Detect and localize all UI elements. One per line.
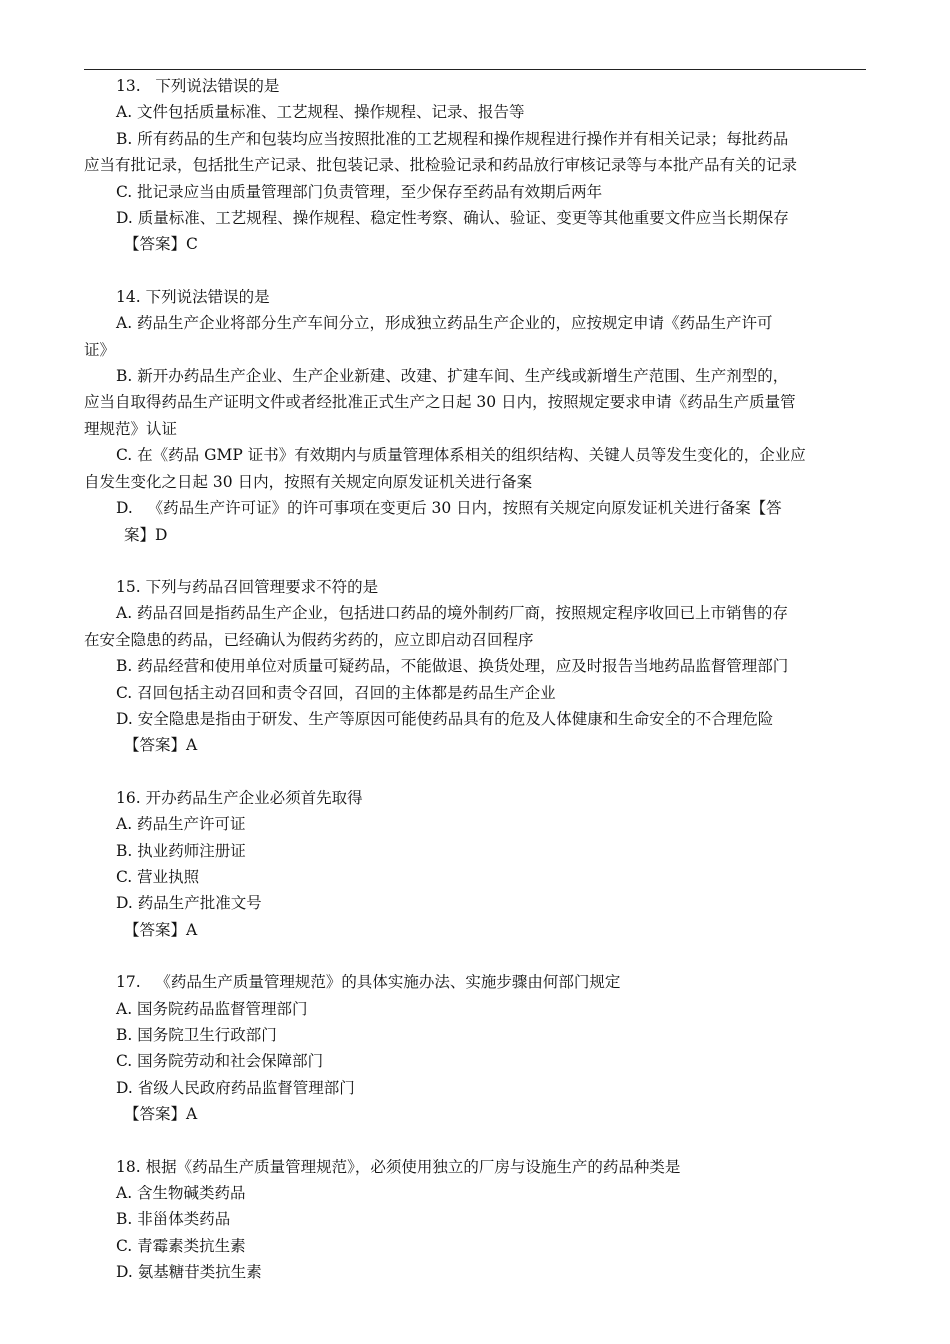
question-13-option-b-line2: 应当有批记录，包括批生产记录、批包装记录、批检验记录和药品放行审核记录等与本批产品有关的记录	[84, 156, 798, 175]
question-16-option-b: B. 执业药师注册证	[116, 841, 246, 860]
question-17-option-b: B. 国务院卫生行政部门	[116, 1026, 277, 1044]
question-15-option-a-line2: 在安全隐患的药品，已经确认为假药劣药的，应立即启动召回程序	[84, 630, 534, 649]
question-15-stem: 15. 下列与药品召回管理要求不符的是	[116, 577, 379, 596]
question-16	[84, 785, 866, 943]
question-13	[84, 73, 866, 258]
question-15-option-c: C. 召回包括主动召回和责令召回，召回的主体都是药品生产企业	[116, 683, 556, 702]
question-13-stem: 13. 下列说法错误的是	[116, 77, 280, 95]
question-13-answer: 【答案】C	[124, 235, 198, 254]
question-14-stem: 14. 下列说法错误的是	[116, 287, 270, 306]
question-18-option-c: C. 青霉素类抗生素	[116, 1236, 246, 1255]
question-14-option-b-line2: 应当自取得药品生产证明文件或者经批准正式生产之日起 30 日内，按照规定要求申请《药品生产质量管	[84, 393, 796, 412]
question-13-option-c: C. 批记录应当由质量管理部门负责管理，至少保存至药品有效期后两年	[116, 182, 603, 201]
question-18-option-b: B. 非甾体类药品	[116, 1210, 231, 1229]
question-17-stem: 17. 《药品生产质量管理规范》的具体实施办法、实施步骤由何部门规定	[116, 973, 621, 992]
question-16-option-c: C. 营业执照	[116, 867, 200, 886]
question-14-option-c-line2: 自发生变化之日起 30 日内，按照有关规定向原发证机关进行备案	[84, 472, 533, 491]
question-17-answer: 【答案】A	[124, 1105, 198, 1124]
question-17-option-d: D. 省级人民政府药品监督管理部门	[116, 1078, 355, 1097]
question-16-stem: 16. 开办药品生产企业必须首先取得	[116, 788, 363, 807]
header-rule	[84, 69, 866, 70]
question-15-answer: 【答案】A	[124, 736, 198, 755]
question-17-option-a: A. 国务院药品监督管理部门	[116, 999, 308, 1018]
question-18-option-a: A. 含生物碱类药品	[116, 1184, 246, 1203]
question-14-option-d-line1: D. 《药品生产许可证》的许可事项在变更后 30 日内，按照有关规定向原发证机关进行备案【答	[116, 499, 782, 518]
question-16-option-d: D. 药品生产批准文号	[116, 894, 262, 913]
question-16-answer: 【答案】A	[124, 920, 198, 939]
question-14-option-d-line2: 案】D	[124, 525, 168, 544]
question-14-option-a-line1: A. 药品生产企业将部分生产车间分立，形成独立药品生产企业的，应按规定申请《药品生产许可	[116, 314, 773, 333]
question-14	[84, 284, 866, 548]
question-15-option-b: B. 药品经营和使用单位对质量可疑药品，不能做退、换货处理，应及时报告当地药品监督管理部门	[116, 657, 789, 676]
question-15	[84, 574, 866, 759]
question-16-option-a: A. 药品生产许可证	[116, 815, 246, 834]
question-13-option-b-line1: B. 所有药品的生产和包装均应当按照批准的工艺规程和操作规程进行操作并有相关记录；每批药品	[116, 129, 789, 148]
question-13-option-d: D. 质量标准、工艺规程、操作规程、稳定性考察、确认、验证、变更等其他重要文件应当长期保存	[116, 209, 789, 228]
question-18-option-d: D. 氨基糖苷类抗生素	[116, 1263, 262, 1282]
question-14-option-c-line1: C. 在《药品 GMP 证书》有效期内与质量管理体系相关的组织结构、关键人员等发生变化的，企业应	[116, 446, 806, 465]
question-14-option-a-line2: 证》	[84, 340, 116, 359]
question-18	[84, 1154, 866, 1286]
question-13-option-a: A. 文件包括质量标准、工艺规程、操作规程、记录、报告等	[116, 103, 525, 122]
document-body	[84, 73, 866, 1286]
question-15-option-d: D. 安全隐患是指由于研发、生产等原因可能使药品具有的危及人体健康和生命安全的不合理危险	[116, 709, 774, 728]
question-17	[84, 969, 866, 1127]
question-18-stem: 18. 根据《药品生产质量管理规范》，必须使用独立的厂房与设施生产的药品种类是	[116, 1157, 681, 1176]
question-14-option-b-line1: B. 新开办药品生产企业、生产企业新建、改建、扩建车间、生产线或新增生产范围、生产剂型的，	[116, 367, 789, 386]
question-17-option-c: C. 国务院劳动和社会保障部门	[116, 1052, 324, 1071]
question-15-option-a-line1: A. 药品召回是指药品生产企业，包括进口药品的境外制药厂商，按照规定程序收回已上市销售的存	[116, 604, 789, 623]
question-14-option-b-line3: 理规范》认证	[84, 419, 178, 438]
